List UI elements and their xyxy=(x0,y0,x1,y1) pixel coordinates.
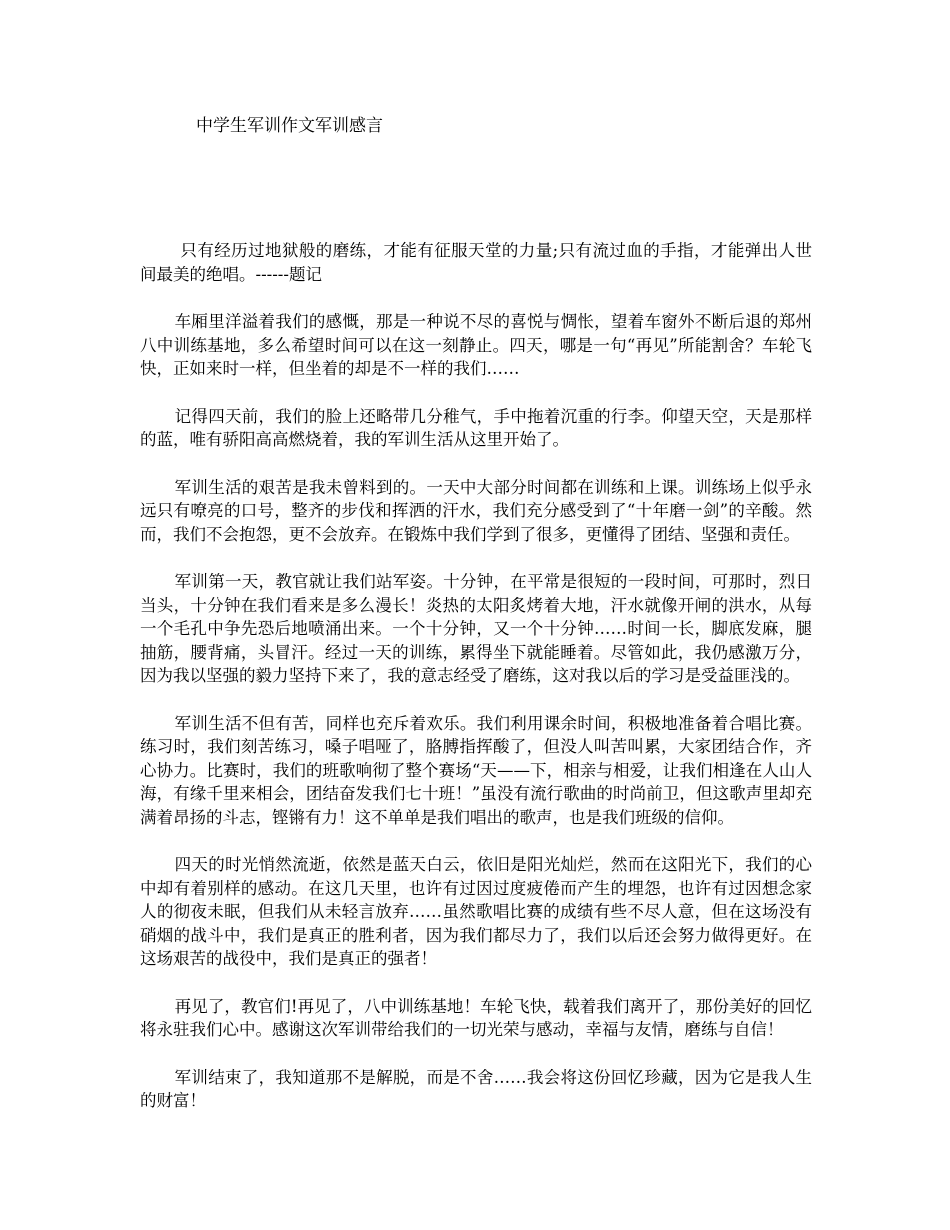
paragraph: 军训生活不但有苦，同样也充斥着欢乐。我们利用课余时间，积极地准备着合唱比赛。练习时，我们刻苦练习，嗓子唱哑了，胳膊指挥酸了，但没人叫苦叫累，大家团结合作，齐心协力。比赛时，我们的班歌响彻了整个赛场“天——下，相亲与相爱，让我们相逢在人山人海，有缘千里来相会，团结奋发我们七十班！”虽没有流行歌曲的时尚前卫，但这歌声里却充满着昂扬的斗志，铿锵有力！这不单单是我们唱出的歌声，也是我们班级的信仰。 xyxy=(140,713,812,827)
paragraph: 军训生活的艰苦是我未曾料到的。一天中大部分时间都在训练和上课。训练场上似乎永远只有嘹亮的口号，整齐的步伐和挥洒的汗水，我们充分感受到了“十年磨一剑”的辛酸。然而，我们不会抱怨，更不会放弃。在锻炼中我们学到了很多，更懂得了团结、坚强和责任。 xyxy=(140,477,812,544)
paragraph: 军训结束了，我知道那不是解脱，而是不舍……我会将这份回忆珍藏，因为它是我人生的财富！ xyxy=(140,1067,812,1110)
document-title: 中学生军训作文军训感言 xyxy=(196,116,383,136)
paragraph-epigraph: 只有经历过地狱般的磨练，才能有征服天堂的力量;只有流过血的手指，才能弹出人世间最美的绝唱。------题记 xyxy=(140,241,812,284)
paragraph: 四天的时光悄然流逝，依然是蓝天白云，依旧是阳光灿烂，然而在这阳光下，我们的心中却有着别样的感动。在这几天里，也许有过因过度疲倦而产生的埋怨，也许有过因想念家人的彻夜未眠，但我们从未轻言放弃……虽然歌唱比赛的成绩有些不尽人意，但在这场没有硝烟的战斗中，我们是真正的胜利者，因为我们都尽力了，我们以后还会努力做得更好。在这场艰苦的战役中，我们是真正的强者！ xyxy=(140,855,812,968)
paragraph: 再见了，教官们!再见了，八中训练基地！车轮飞快，载着我们离开了，那份美好的回忆将永驻我们心中。感谢这次军训带给我们的一切光荣与感动，幸福与友情，磨练与自信！ xyxy=(140,996,812,1039)
paragraph: 军训第一天，教官就让我们站军姿。十分钟，在平常是很短的一段时间，可那时，烈日当头，十分钟在我们看来是多么漫长！炎热的太阳炙烤着大地，汗水就像开闸的洪水，从每一个毛孔中争先恐后地喷涌出来。一个十分钟，又一个十分钟……时间一长，脚底发麻，腿抽筋，腰背痛，头冒汗。经过一天的训练，累得坐下就能睡着。尽管如此，我仍感激万分，因为我以坚强的毅力坚持下来了，我的意志经受了磨练，这对我以后的学习是受益匪浅的。 xyxy=(140,572,812,685)
paragraph: 记得四天前，我们的脸上还略带几分稚气，手中拖着沉重的行李。仰望天空，天是那样的蓝，唯有骄阳高高燃烧着，我的军训生活从这里开始了。 xyxy=(140,406,812,449)
document-body xyxy=(140,239,812,1137)
paragraph: 车厢里洋溢着我们的感慨，那是一种说不尽的喜悦与惆怅，望着车窗外不断后退的郑州八中训练基地，多么希望时间可以在这一刻静止。四天，哪是一句“再见”所能割舍？车轮飞快，正如来时一样，但坐着的却是不一样的我们…… xyxy=(140,312,812,378)
